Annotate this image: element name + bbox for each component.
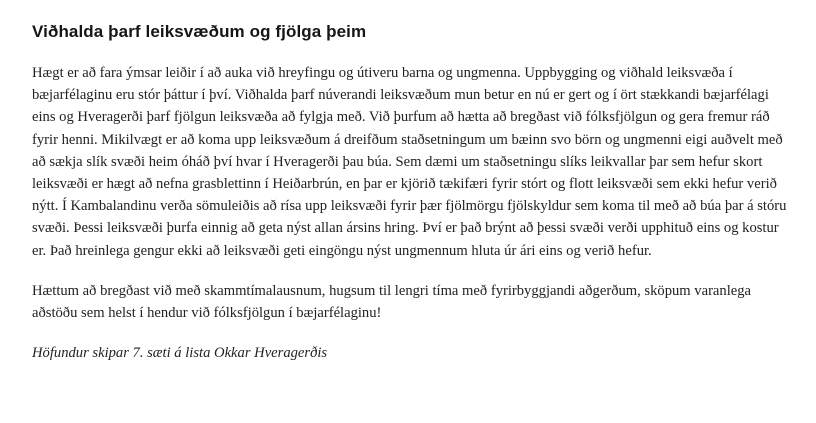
article-heading: Viðhalda þarf leiksvæðum og fjölga þeim <box>32 22 367 41</box>
article-paragraph: Hættum að bregðast við með skammtímalausnum, hugsum til lengri tíma með fyrirbyggjandi aðgerðum, sköpum varanlega aðstöðu sem helst í hendur við fólksfjölgun í bæjarfélaginu! <box>32 282 752 322</box>
article-paragraph: Hægt er að fara ýmsar leiðir í að auka við hreyfingu og útiveru barna og ungmenna. Uppbygging og viðhald leiksvæða í bæjarfélaginu eru stór þáttur í því. Viðhalda þarf núverandi leiksvæðum mun betur en nú er gert og í ört stækkandi bæjarfélagi eins og Hveragerði þarf fjölgun leiksvæða að fylgja með. Við þurfum að hætta að bregðast við fólksfjölgun og gera fremur ráð fyrir henni. Mikilvægt er að koma upp leiksvæðum á dreifðum staðsetningum um bæinn svo börn og ungmenni eigi auðvelt með að sækja slík svæði heim óháð því hvar í Hveragerði þau búa. Sem dæmi um staðsetningu slíks leikvallar þar sem hefur skort leiksvæði er hægt að nefna grasblettinn í Heiðarbrún, en þar er kjörið tækifæri fyrir stórt og flott leiksvæði sem ekki hefur verið nýtt. Í Kambalandinu verða sömuleiðis að rísa upp leiksvæði fyrir þær fjölmörgu fjölskyldur sem koma til með að búa þar á stóru svæði. Þessi leiksvæði þurfa einnig að geta nýst allan ársins hring. Því er það brýnt að þessi svæði verði upphituð eins og kostur er. Það hreinlega gengur ekki að leiksvæði geti eingöngu nýst ungmennum hluta úr ári eins og verið hefur. <box>32 65 787 259</box>
author-byline: Höfundur skipar 7. sæti á lista Okkar Hveragerðis <box>32 345 328 362</box>
article-body <box>32 62 792 364</box>
